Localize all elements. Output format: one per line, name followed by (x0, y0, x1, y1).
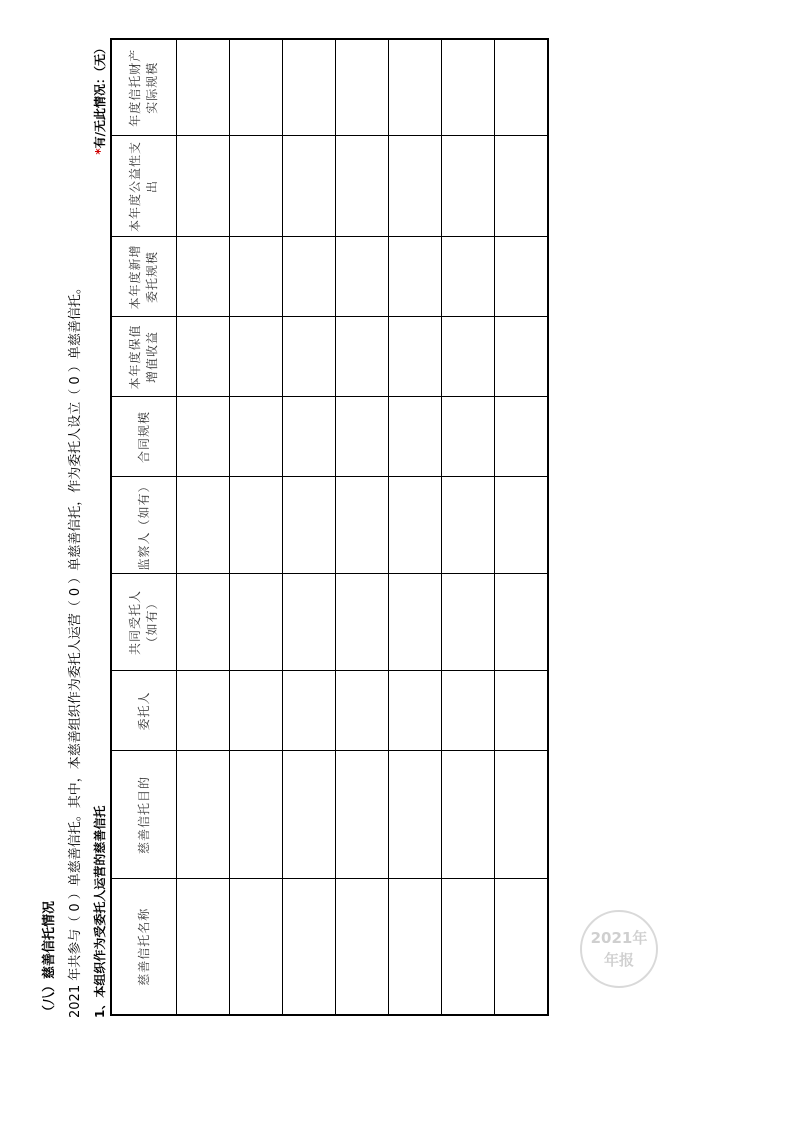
stamp-line-2: 年报 (603, 951, 634, 969)
table-cell[interactable] (230, 751, 283, 879)
subsection-title: 1、本组织作为受委托人运营的慈善信托 (93, 805, 107, 1018)
table-cell[interactable] (177, 477, 230, 574)
table-row (389, 39, 442, 1015)
table-cell[interactable] (389, 879, 442, 1015)
trust-summary-text: 2021 年共参与（ 0 ）单慈善信托。其中，本慈善组织作为委托人运营（ 0 ）单慈善信托，作为委托人设立（ 0 ）单慈善信托。 (68, 281, 83, 1018)
table-cell[interactable] (495, 237, 549, 317)
table-cell[interactable] (442, 136, 495, 237)
table-cell[interactable] (442, 317, 495, 397)
table-cell[interactable] (336, 317, 389, 397)
table-row (495, 39, 549, 1015)
table-cell[interactable] (230, 136, 283, 237)
table-cell[interactable] (283, 751, 336, 879)
header-charitable-expense: 本年度公益性支出 (111, 136, 177, 237)
table-cell[interactable] (177, 574, 230, 671)
table-cell[interactable] (442, 39, 495, 136)
table-cell[interactable] (336, 397, 389, 477)
status-note (91, 42, 108, 155)
header-supervisor: 监察人（如有） (111, 477, 177, 574)
rotated-page-content (38, 38, 558, 1018)
table-cell[interactable] (389, 671, 442, 751)
table-cell[interactable] (283, 136, 336, 237)
table-cell[interactable] (336, 136, 389, 237)
header-value-gain: 本年度保值增值收益 (111, 317, 177, 397)
table-row (336, 39, 389, 1015)
table-cell[interactable] (230, 477, 283, 574)
table-row (442, 39, 495, 1015)
table-cell[interactable] (442, 237, 495, 317)
table-cell[interactable] (336, 879, 389, 1015)
table-cell[interactable] (230, 671, 283, 751)
required-star: * (93, 148, 107, 155)
table-cell[interactable] (177, 136, 230, 237)
header-trust-purpose: 慈善信托目的 (111, 751, 177, 879)
table-cell[interactable] (389, 397, 442, 477)
table-cell[interactable] (230, 397, 283, 477)
table-cell[interactable] (336, 237, 389, 317)
section-heading: （八）慈善信托情况 (42, 900, 57, 1018)
table-cell[interactable] (230, 237, 283, 317)
table-cell[interactable] (177, 39, 230, 136)
table-row (177, 39, 230, 1015)
table-cell[interactable] (336, 39, 389, 136)
header-contract-scale: 合同规模 (111, 397, 177, 477)
table-cell[interactable] (336, 671, 389, 751)
table-cell[interactable] (283, 477, 336, 574)
table-row (283, 39, 336, 1015)
table-cell[interactable] (495, 477, 549, 574)
table-cell[interactable] (283, 397, 336, 477)
table-cell[interactable] (177, 317, 230, 397)
header-settlor: 委托人 (111, 671, 177, 751)
table-cell[interactable] (283, 317, 336, 397)
table-cell[interactable] (177, 671, 230, 751)
table-cell[interactable] (389, 39, 442, 136)
table-header-row (111, 39, 177, 1015)
table-cell[interactable] (442, 574, 495, 671)
table-cell[interactable] (495, 574, 549, 671)
table-cell[interactable] (336, 574, 389, 671)
table-cell[interactable] (283, 574, 336, 671)
table-cell[interactable] (495, 751, 549, 879)
table-cell[interactable] (442, 477, 495, 574)
table-cell[interactable] (442, 397, 495, 477)
table-cell[interactable] (389, 237, 442, 317)
header-co-trustee: 共同受托人（如有） (111, 574, 177, 671)
table-cell[interactable] (283, 237, 336, 317)
annual-report-stamp (580, 910, 658, 988)
table-cell[interactable] (230, 574, 283, 671)
table-cell[interactable] (442, 751, 495, 879)
table-cell[interactable] (442, 671, 495, 751)
table-cell[interactable] (442, 879, 495, 1015)
table-cell[interactable] (336, 477, 389, 574)
status-note-text: 有/无此情况：（无） (93, 42, 107, 149)
table-cell[interactable] (336, 751, 389, 879)
charity-trust-table (110, 38, 549, 1016)
table-cell[interactable] (177, 879, 230, 1015)
header-new-entrusted: 本年度新增委托规模 (111, 237, 177, 317)
table-cell[interactable] (283, 671, 336, 751)
table-cell[interactable] (389, 317, 442, 397)
table-cell[interactable] (230, 879, 283, 1015)
table-cell[interactable] (389, 477, 442, 574)
table-cell[interactable] (230, 39, 283, 136)
table-cell[interactable] (389, 574, 442, 671)
stamp-line-1: 2021年 (590, 929, 648, 947)
table-cell[interactable] (495, 671, 549, 751)
header-actual-scale: 年度信托财产实际规模 (111, 39, 177, 136)
table-cell[interactable] (495, 317, 549, 397)
table-cell[interactable] (177, 397, 230, 477)
table-cell[interactable] (389, 751, 442, 879)
table-cell[interactable] (389, 136, 442, 237)
table-cell[interactable] (283, 879, 336, 1015)
table-cell[interactable] (283, 39, 336, 136)
table-cell[interactable] (495, 136, 549, 237)
table-cell[interactable] (495, 397, 549, 477)
header-trust-name: 慈善信托名称 (111, 879, 177, 1015)
table-cell[interactable] (495, 39, 549, 136)
table-cell[interactable] (495, 879, 549, 1015)
table-cell[interactable] (177, 751, 230, 879)
table-cell[interactable] (177, 237, 230, 317)
table-row (230, 39, 283, 1015)
table-cell[interactable] (230, 317, 283, 397)
